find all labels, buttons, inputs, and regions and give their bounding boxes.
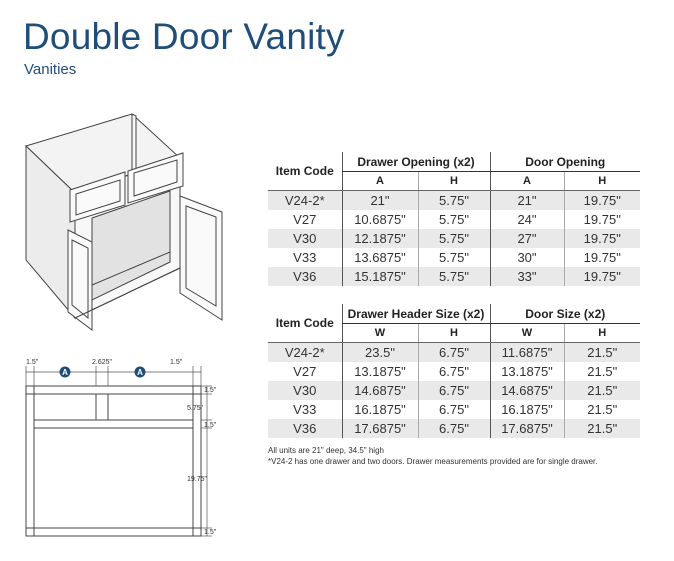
table-row: V33 13.6875" 5.75" 30" 19.75" [268,248,640,267]
dim-mid-text: 2.625" [92,359,113,366]
dim-left-text: 1.5" [26,359,39,366]
subcol-h: H [564,172,640,191]
subcol-h: H [564,324,640,343]
subcol-w: W [490,324,564,343]
size-table [268,304,640,438]
table-row: V24-2* 21" 5.75" 21" 19.75" [268,191,640,211]
dim-r4-text: 19.75" [187,476,208,483]
dim-right-text: 1.5" [170,359,183,366]
table-row: V36 17.6875" 6.75" 17.6875" 21.5" [268,419,640,438]
footnotes [268,446,608,468]
table-row: V27 10.6875" 5.75" 24" 19.75" [268,210,640,229]
col-drawer-header-size: Drawer Header Size (x2) [342,304,490,324]
table-row: V27 13.1875" 6.75" 13.1875" 21.5" [268,362,640,381]
col-item-code: Item Code [268,304,342,343]
dimension-marker-right-label: A [137,368,143,377]
cabinet-front-elevation [26,359,217,536]
subcol-w: W [342,324,418,343]
dim-r1-text: 1.5" [204,387,217,394]
dimension-marker-left-label: A [62,368,68,377]
table-row: V36 15.1875" 5.75" 33" 19.75" [268,267,640,286]
subcol-h: H [418,324,490,343]
col-drawer-opening: Drawer Opening (x2) [342,152,490,172]
table-row: V30 12.1875" 5.75" 27" 19.75" [268,229,640,248]
table-row: V30 14.6875" 6.75" 14.6875" 21.5" [268,381,640,400]
subcol-h: H [418,172,490,191]
table-row: V24-2* 23.5" 6.75" 11.6875" 21.5" [268,343,640,363]
col-door-opening: Door Opening [490,152,640,172]
table-row: V33 16.1875" 6.75" 16.1875" 21.5" [268,400,640,419]
page-title: Double Door Vanity [23,16,345,57]
footnote-v24: *V24-2 has one drawer and two doors. Drawer measurements provided are for single drawer. [268,457,598,466]
dim-r2-text: 5.75" [187,405,204,412]
cabinet-isometric-drawing [26,114,222,330]
col-door-size: Door Size (x2) [490,304,640,324]
subcol-a: A [490,172,564,191]
subcol-a: A [342,172,418,191]
footnote-units: All units are 21" deep, 34.5" high [268,446,384,455]
opening-table [268,152,640,286]
dim-r3-text: 1.5" [204,422,217,429]
col-item-code: Item Code [268,152,342,191]
dim-r5-text: 1.5" [204,529,217,536]
page-subtitle: Vanities [24,61,77,78]
